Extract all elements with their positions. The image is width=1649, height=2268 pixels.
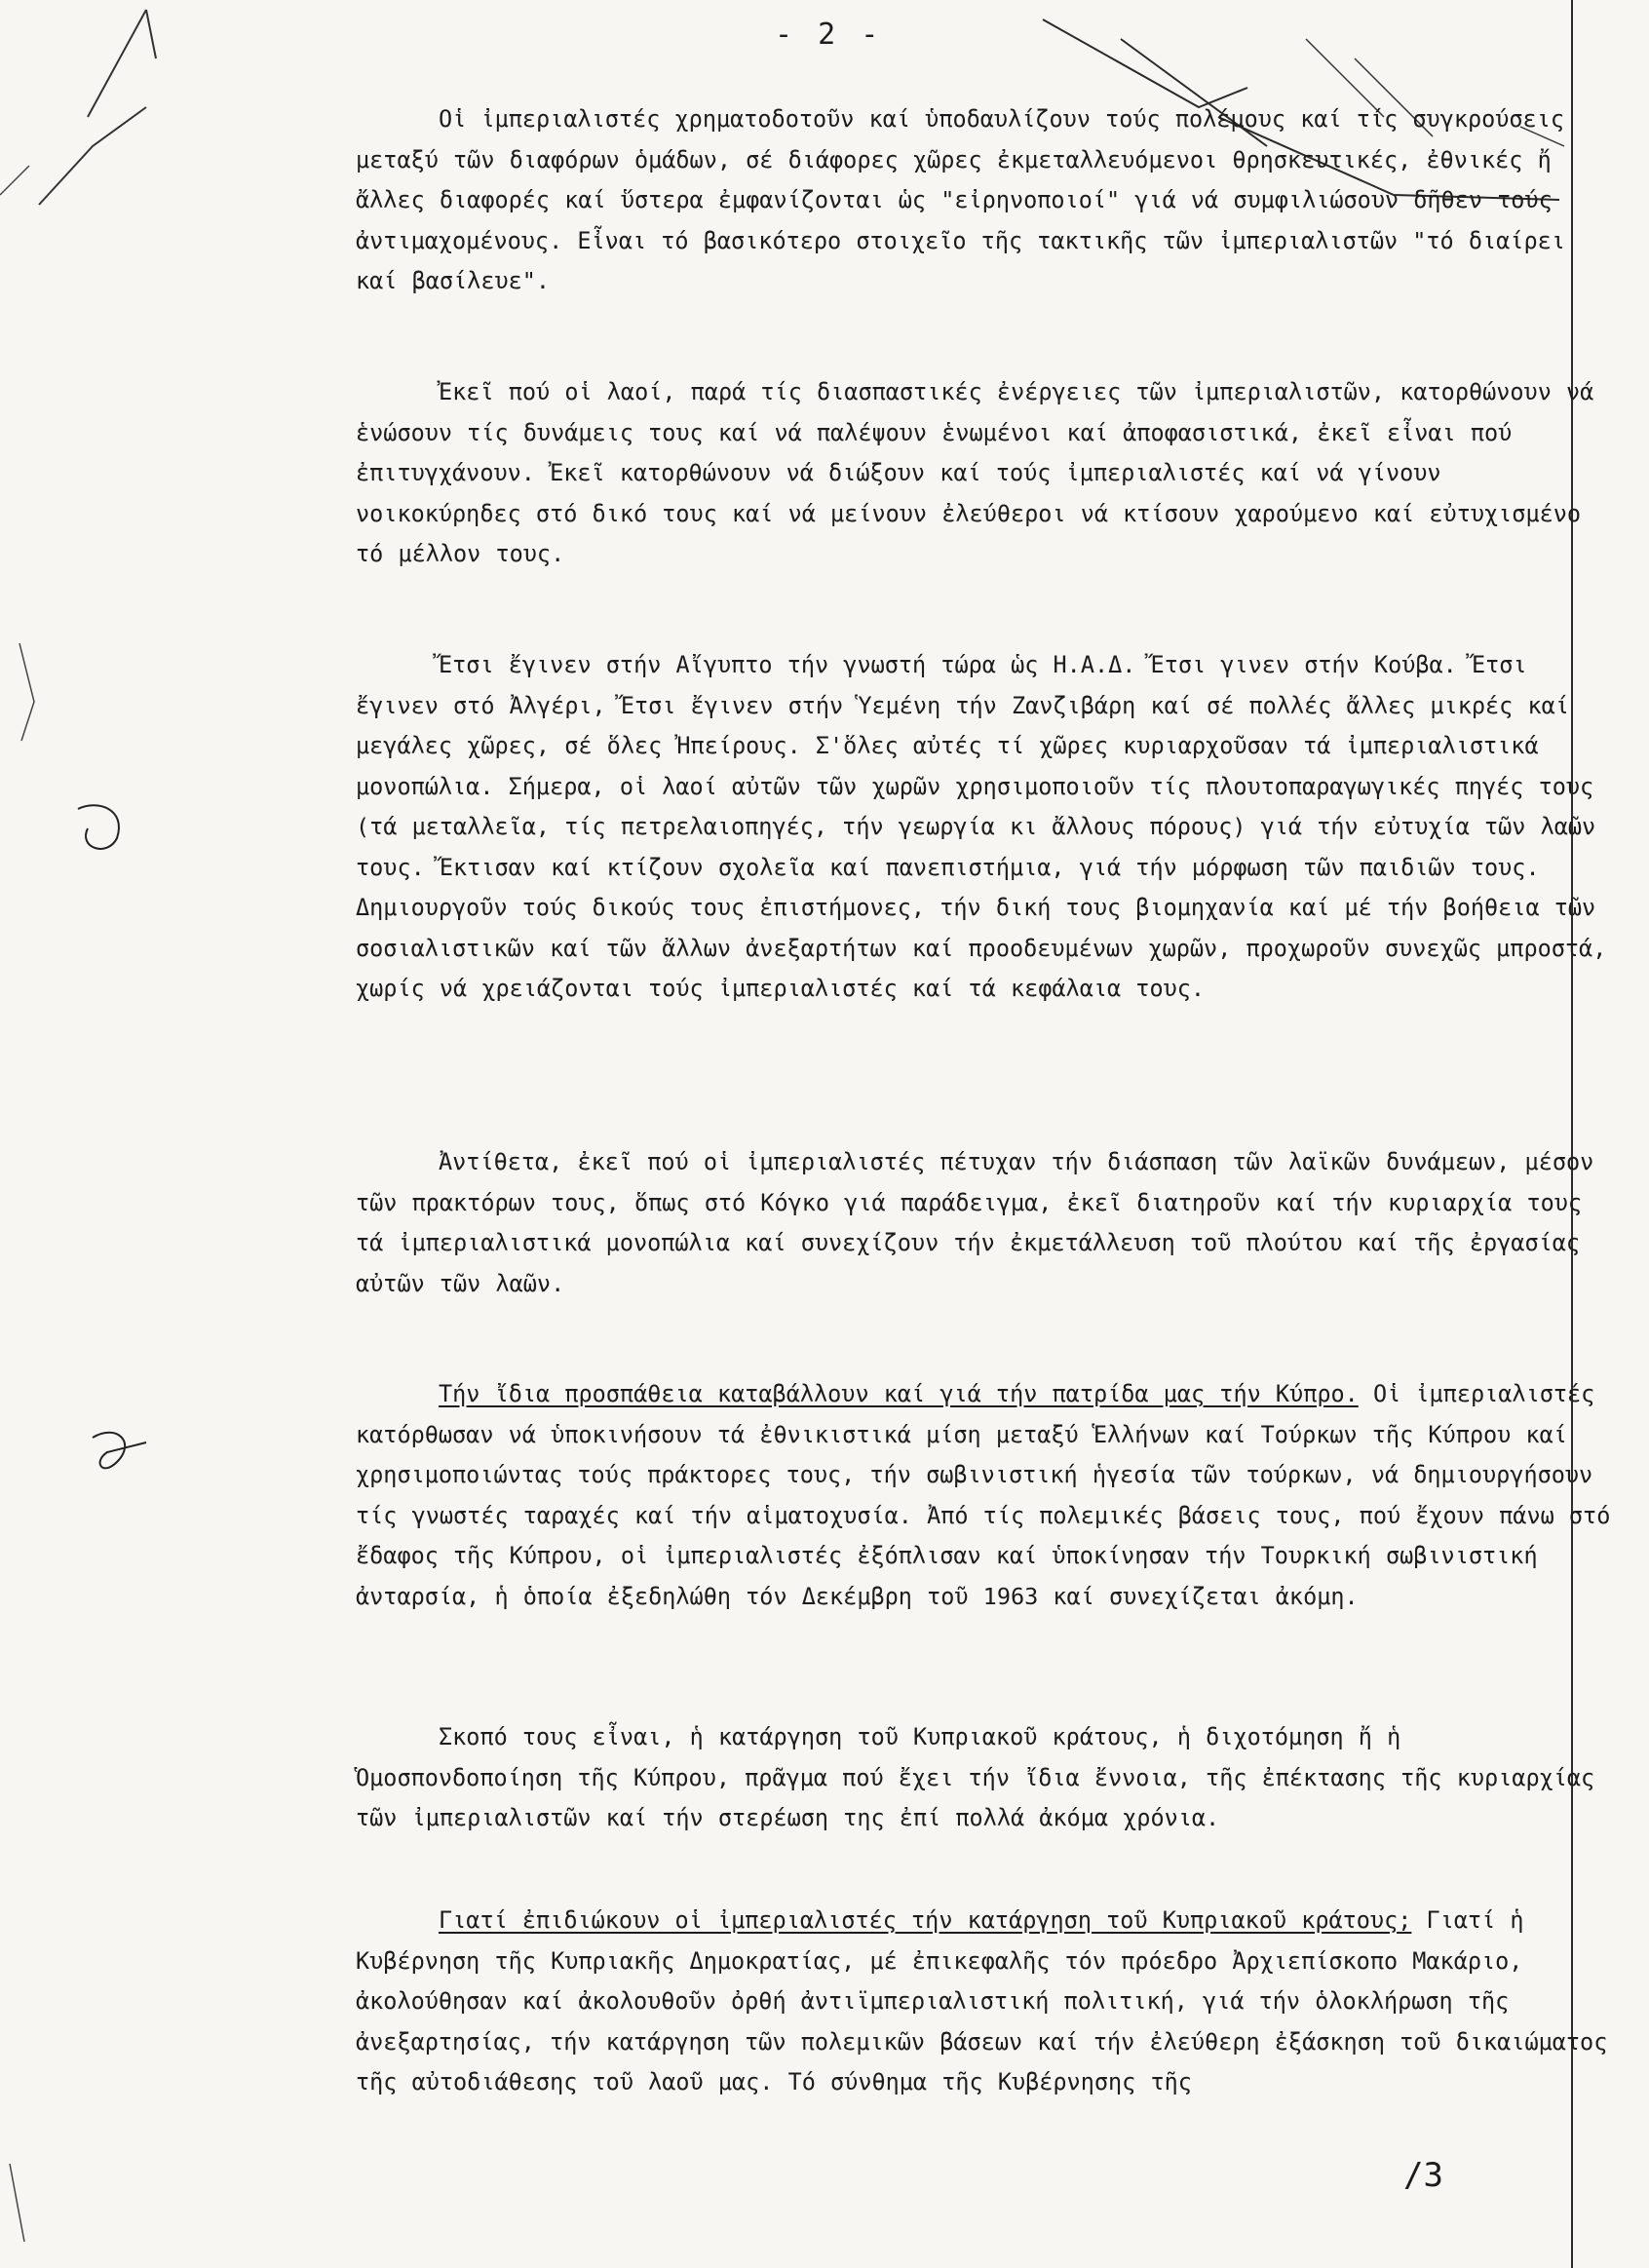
paragraph-2	[356, 372, 1613, 575]
paragraph-1	[356, 99, 1613, 302]
paragraph-4	[356, 1142, 1613, 1304]
paragraph-body: Γιατί ἡ Κυβέρνηση τῆς Κυπριακῆς Δημοκρατίας, μέ ἐπικεφαλῆς τόν πρόεδρο Ἀρχιεπίσκοπο Μακάριο, ἀκολούθησαν καί ἀκολουθοῦν ὀρθή ἀντιϊμπεριαλιστική πολιτική, γιά τήν ὁλοκλήρωση τῆς ἀνεξαρτησίας, τήν κατάργηση τῶν πολεμικῶν βάσεων καί τήν ἐλεύθερη ἐξάσκηση τοῦ δικαιώματος τῆς αὐτοδιάθεσης τοῦ λαοῦ μας. Τό σύνθημα τῆς Κυβέρνησης τῆς	[356, 1906, 1608, 2095]
paragraph-text: Ἀντίθετα, ἐκεῖ πού οἱ ἰμπεριαλιστές πέτυχαν τήν διάσπαση τῶν λαϊκῶν δυνάμεων, μέσον τῶν πρακτόρων τους, ὅπως στό Κόγκο γιά παράδειγμα, ἐκεῖ διατηροῦν καί τήν κυριαρχία τους τά ἰμπεριαλιστικά μονοπώλια καί συνεχίζουν τήν ἐκμετάλλευση τοῦ πλούτου καί τῆς ἐργασίας αὐτῶν τῶν λαῶν.	[356, 1148, 1594, 1297]
continuation-mark: /3	[1403, 2156, 1443, 2195]
paragraph-text: Σκοπό τους εἶναι, ἡ κατάργηση τοῦ Κυπριακοῦ κράτους, ἡ διχοτόμηση ἤ ἡ Ὁμοσπονδοποίηση τῆς Κύπρου, πρᾶγμα πού ἔχει τήν ἴδια ἔννοια, τῆς ἐπέκτασης τῆς κυριαρχίας τῶν ἰμπεριαλιστῶν καί τήν στερέωση της ἐπί πολλά ἀκόμα χρόνια.	[356, 1723, 1595, 1831]
paragraph-7	[356, 1901, 1613, 2103]
paragraph-text	[356, 1374, 1613, 1617]
underlined-heading: Τήν ἴδια προσπάθεια καταβάλλουν καί γιά τήν πατρίδα μας τήν Κύπρο.	[439, 1380, 1359, 1407]
paragraph-text: Ἐκεῖ πού οἱ λαοί, παρά τίς διασπαστικές ἐνέργειες τῶν ἰμπεριαλιστῶν, κατορθώνουν νά ἑνώσουν τίς δυνάμεις τους καί νά παλέψουν ἑνωμένοι καί ἀποφασιστικά, ἐκεῖ εἶναι πού ἐπιτυγχάνουν. Ἐκεῖ κατορθώνουν νά διώξουν καί τούς ἰμπεριαλιστές καί νά γίνουν νοικοκύρηδες στό δικό τους καί νά μείνουν ἐλεύθεροι νά κτίσουν χαρούμενο καί εὐτυχισμένο τό μέλλον τους.	[356, 378, 1594, 567]
paragraph-text: Ἔτσι ἔγινεν στήν Αἴγυπτο τήν γνωστή τώρα ὡς Η.Α.Δ. Ἔτσι γινεν στήν Κούβα. Ἔτσι ἔγινεν στό Ἀλγέρι, Ἔτσι ἔγινεν στήν Ὑεμένη τήν Ζανζιβάρη καί σέ πολλές ἄλλες μικρές καί μεγάλες χῶρες, σέ ὅλες Ἠπείρους. Σ'ὅλες αὐτές τί χῶρες κυριαρχοῦσαν τά ἰμπεριαλιστικά μονοπώλια. Σήμερα, οἱ λαοί αὐτῶν τῶν χωρῶν χρησιμοποιοῦν τίς πλουτοπαραγωγικές πηγές τους (τά μεταλλεῖα, τίς πετρελαιοπηγές, τήν γεωργία κι ἄλλους πόρους) γιά τήν εὐτυχία τῶν λαῶν τους. Ἔκτισαν καί κτίζουν σχολεῖα καί πανεπιστήμια, γιά τήν μόρφωση τῶν παιδιῶν τους. Δημιουργοῦν τούς δικούς τους ἐπιστήμονες, τήν δική τους βιομηχανία καί μέ τήν βοήθεια τῶν σοσιαλιστικῶν καί τῶν ἄλλων ἀνεξαρτήτων καί προοδευμένων χωρῶν, προχωροῦν συνεχῶς μπροστά, χωρίς νά χρειάζονται τούς ἰμπεριαλιστές καί τά κεφάλαια τους.	[356, 651, 1607, 1002]
page-number: - 2 -	[775, 18, 883, 52]
paragraph-5	[356, 1374, 1613, 1617]
paragraph-3	[356, 645, 1613, 1010]
paragraph-body: Οἱ ἰμπεριαλιστές κατόρθωσαν νά ὑποκινήσουν τά ἐθνικιστικά μίση μεταξύ Ἑλλήνων καί Τούρκων τῆς Κύπρου καί χρησιμοποιώντας τούς πράκτορες τους, τήν σωβινιστική ἡγεσία τῶν τούρκων, νά δημιουργήσουν τίς γνωστές ταραχές καί τήν αἱματοχυσία. Ἀπό τίς πολεμικές βάσεις τους, πού ἔχουν πάνω στό ἔδαφος τῆς Κύπρου, οἱ ἰμπεριαλιστές ἐξόπλισαν καί ὑποκίνησαν τήν Τουρκική σωβινιστική ἀνταρσία, ἡ ὁποία ἐξεδηλώθη τόν Δεκέμβρη τοῦ 1963 καί συνεχίζεται ἀκόμη.	[356, 1380, 1611, 1610]
paragraph-text: Οἱ ἰμπεριαλιστές χρηματοδοτοῦν καί ὑποδαυλίζουν τούς πολέμους καί τίς συγκρούσεις μεταξύ τῶν διαφόρων ὁμάδων, σέ διάφορες χῶρες ἐκμεταλλευόμενοι θρησκευτικές, ἐθνικές ἤ ἄλλες διαφορές καί ὕστερα ἐμφανίζονται ὡς "εἰρηνοποιοί" γιά νά συμφιλιώσουν δῆθεν τούς ἀντιμαχομένους. Εἶναι τό βασικότερο στοιχεῖο τῆς τακτικῆς τῶν ἰμπεριαλιστῶν "τό διαίρει καί βασίλευε".	[356, 105, 1565, 294]
paragraph-6	[356, 1717, 1613, 1839]
paragraph-text	[356, 1901, 1613, 2103]
underlined-heading: Γιατί ἐπιδιώκουν οἱ ἰμπεριαλιστές τήν κατάργηση τοῦ Κυπριακοῦ κράτους;	[439, 1906, 1412, 1934]
